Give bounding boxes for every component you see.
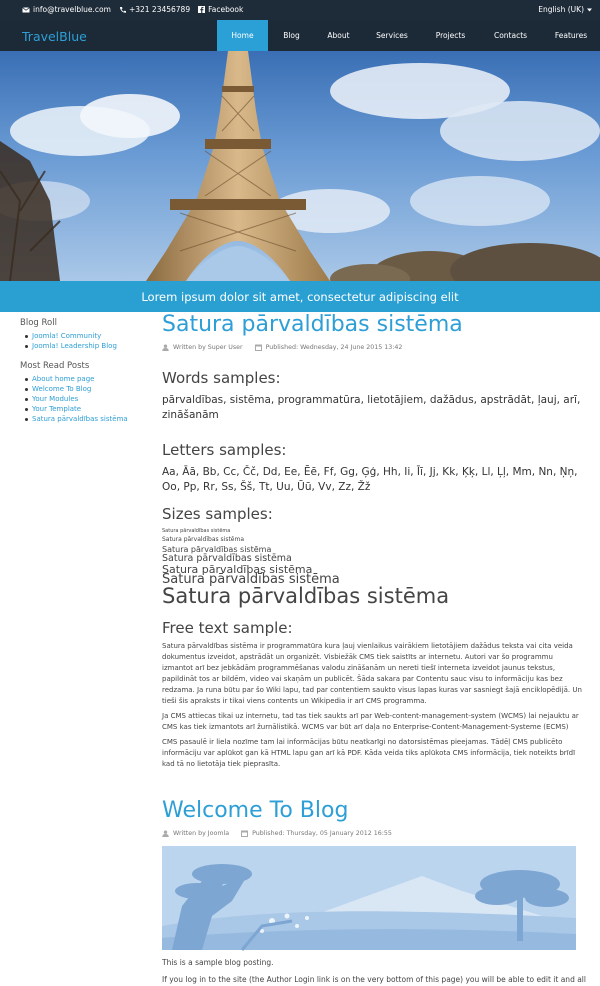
facebook-icon (198, 6, 205, 13)
user-icon (162, 830, 169, 837)
blog-post-published: Published: Thursday, 05 January 2012 16:55 (252, 830, 392, 838)
sidebar (20, 318, 150, 434)
most-read-item[interactable]: Your Modules (25, 394, 150, 404)
phone-contact[interactable] (119, 5, 190, 14)
blog-post-title[interactable]: Welcome To Blog (162, 798, 349, 824)
blog-post-author: Written by Joomla (173, 830, 230, 838)
free-text-heading: Free text sample: (162, 619, 293, 638)
site-brand[interactable]: TravelBlue (22, 29, 87, 44)
phone-icon (119, 6, 126, 13)
blog-roll-item[interactable]: Joomla! Community (25, 331, 150, 341)
contact-info (22, 5, 243, 14)
letters-sample: Aa, Āā, Bb, Cc, Čč, Dd, Ee, Ēē, Ff, Gg, Ģģ, Hh, Ii, Īī, Jj, Kk, Ķķ, Ll, Ļļ, Mm, Nn, Ņņ, Oo, Pp, Rr, Ss, Šš, Tt, Uu, Ūū, Vv, Zz, Žž (162, 466, 578, 493)
blog-roll-list (25, 331, 150, 351)
blog-post-meta (162, 830, 582, 837)
size-sample-1: Satura pārvaldības sistēma (162, 528, 231, 534)
blog-post-text: This is a sample blog posting. (162, 958, 274, 968)
blog-roll-item[interactable]: Joomla! Leadership Blog (25, 341, 150, 351)
menu-item-blog[interactable]: Blog (283, 31, 300, 40)
menu-item-projects[interactable]: Projects (435, 31, 466, 40)
sizes-samples (162, 529, 582, 607)
main-menu (217, 20, 600, 51)
email-text: info@travelblue.com (33, 5, 111, 14)
menu-item-contacts[interactable]: Contacts (493, 31, 528, 40)
sizes-heading: Sizes samples: (162, 505, 273, 523)
menu-item-services[interactable]: Services (376, 31, 408, 40)
most-read-item[interactable]: Welcome To Blog (25, 384, 150, 394)
facebook-link[interactable] (198, 5, 243, 14)
letters-heading: Letters samples: (162, 441, 287, 459)
blog-post-image (162, 846, 576, 950)
size-sample-4: Satura pārvaldības sistēma (162, 552, 292, 564)
most-read-item[interactable]: About home page (25, 374, 150, 384)
article-title[interactable]: Satura pārvaldības sistēma (162, 312, 463, 337)
top-bar (0, 0, 600, 20)
mountain-landscape-illustration (162, 846, 576, 950)
free-text-paragraph: Ja CMS attiecas tikai uz internetu, tad tas tiek saukts arī par Web-content-management-system (WCMS) lai nejauktu ar CMS kas tiek izmantots arī žurnālistikā. WCMS var būt arī daļa no Enterprise-Content-Management-Systeme (ECMS) (162, 712, 579, 732)
banner-tagline: Lorem ipsum dolor sit amet, consectetur adipiscing elit (0, 281, 600, 312)
article-published: Published: Wednesday, 24 June 2015 13:42 (265, 344, 403, 351)
free-text-paragraph: CMS pasaulē ir liela nozīme tam lai informācijas būtu neatkarīgi no datorsistēmas pieejamas. Tādēļ CMS publicēto informāciju var aplūkot gan kā HTML lapu gan arī kā PDF. Kāda veida tiks aplūkota CMS informācija, tiek noteikts brīdī kad tā no lietotāja tiek pieprasīta. (162, 738, 576, 769)
words-sample: pārvaldības, sistēma, programmatūra, lietotājiem, dažādus, apstrādāt, ļauj, arī, zināšanām (162, 394, 581, 421)
language-selector[interactable] (538, 5, 592, 14)
blog-roll-title: Blog Roll (20, 318, 57, 328)
size-sample-3: Satura pārvaldības sistēma (162, 544, 272, 554)
hero-image (0, 51, 600, 281)
article-meta (162, 344, 582, 351)
most-read-title: Most Read Posts (20, 361, 90, 371)
envelope-icon (22, 7, 30, 13)
calendar-icon (255, 344, 262, 351)
caret-down-icon (587, 8, 592, 12)
main-content (162, 312, 586, 986)
language-label: English (UK) (538, 5, 584, 14)
eiffel-tower-illustration (0, 51, 600, 281)
menu-item-features[interactable]: Features (554, 31, 588, 40)
size-sample-7: Satura pārvaldības sistēma (162, 584, 450, 609)
size-sample-2: Satura pārvaldības sistēma (162, 536, 245, 544)
words-heading: Words samples: (162, 369, 281, 387)
main-navbar (0, 20, 600, 51)
most-read-list (25, 374, 150, 424)
article-author: Written by Super User (173, 344, 243, 351)
facebook-text: Facebook (208, 5, 244, 14)
most-read-item[interactable]: Your Template (25, 404, 150, 414)
blog-post-text: If you log in to the site (the Author Login link is on the very bottom of this page) you will be able to edit it and all (162, 975, 586, 985)
most-read-item[interactable]: Satura pārvaldības sistēma (25, 414, 150, 424)
user-icon (162, 344, 169, 351)
phone-text: +321 23456789 (128, 5, 191, 14)
menu-item-home[interactable]: Home (217, 20, 268, 51)
free-text-paragraph: Satura pārvaldības sistēma ir programmatūra kura ļauj vienlaikus vairākiem lietotājiem dažādus teksta vai cita veida dokumentus izveidot, apstrādāt un organizēt. Visbiežāk CMS tiek saistīts ar internetu. Autori var šo programmu izmantot arī bez jebkādām programmēšanas valodu zināšanām un nereti tiešī interneta izveidot jaunus tekstus, papildināt tos ar bildēm, video vai skaņām un publicēt. Šāda sakara par Contentu sauc visu to informāciju kas bez redzama. Ja runa būtu par šo Wiki lapu, tad par contentiem saukto visus lapas kuras var sasniegt šajā enciklopēdijā. Un tieši šis apraksts ir tikai viens contents un Wikipedia ir arī CMS programma. (162, 642, 582, 706)
menu-item-about[interactable]: About (327, 31, 350, 40)
email-contact[interactable] (22, 5, 111, 14)
size-sample-5: Satura pārvaldības sistēma (162, 562, 313, 576)
size-sample-6: Satura pārvaldības sistēma (162, 572, 340, 588)
calendar-icon (241, 830, 248, 837)
